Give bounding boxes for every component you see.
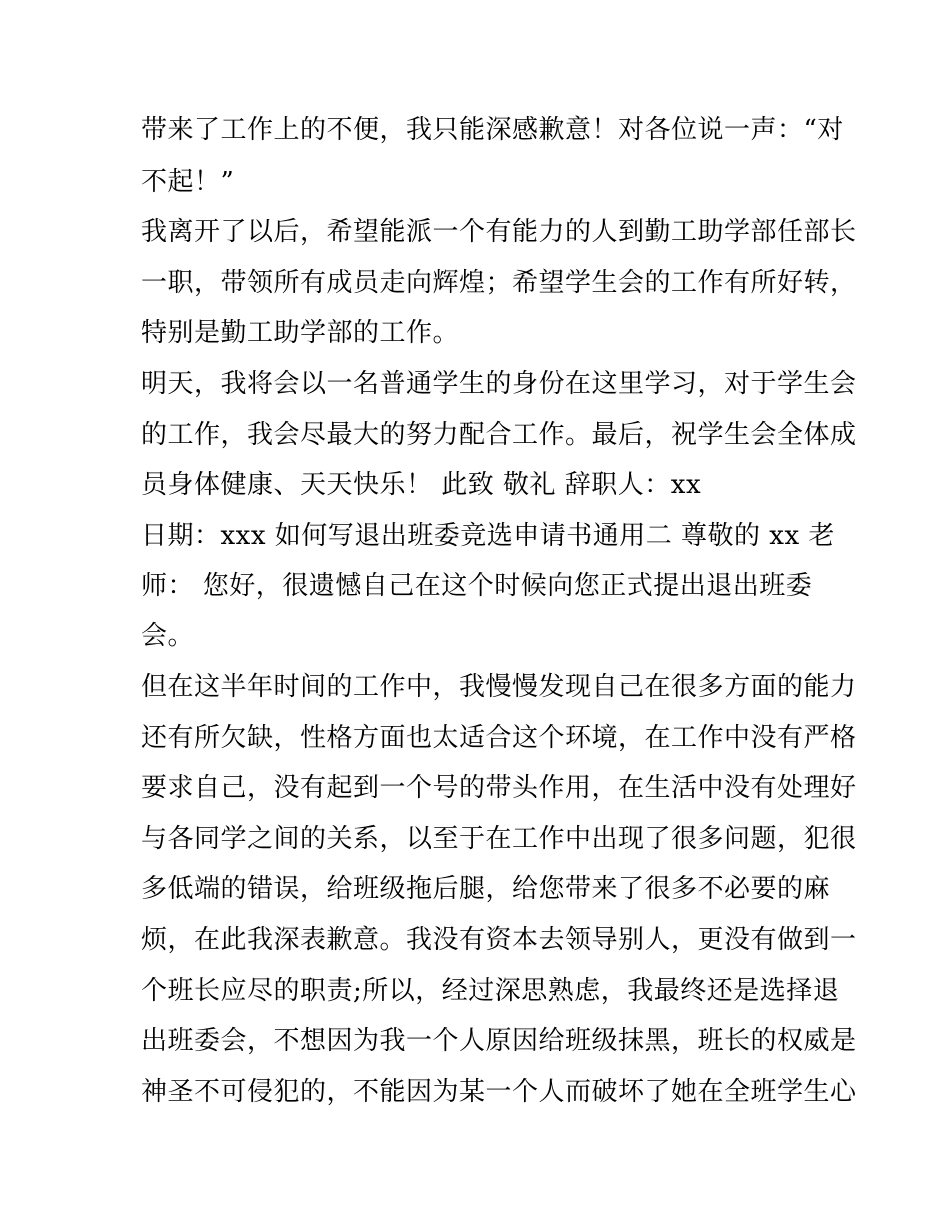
text-line: 但在这半年时间的工作中，我慢慢发现自己在很多方面的能力	[141, 672, 857, 702]
text-line: 我离开了以后，希望能派一个有能力的人到勤工助学部任部长	[141, 217, 857, 247]
text-line: 个班长应尽的职责;所以，经过深思熟虑，我最终还是选择退	[141, 976, 840, 1006]
text-line: 要求自己，没有起到一个号的带头作用，在生活中没有处理好	[141, 773, 857, 803]
text-line: 带来了工作上的不便，我只能深感歉意！对各位说一声：“对	[141, 115, 844, 145]
text-line: 会。	[141, 621, 195, 651]
text-line: 不起！”	[141, 167, 235, 197]
text-line: 多低端的错误，给班级拖后腿，给您带来了很多不必要的麻	[141, 874, 831, 904]
text-line: 与各同学之间的关系，以至于在工作中出现了很多问题，犯很	[141, 824, 857, 854]
text-line: 出班委会，不想因为我一个人原因给班级抹黑，班长的权威是	[141, 1026, 857, 1056]
text-line: 神圣不可侵犯的，不能因为某一个人而破坏了她在全班学生心	[141, 1077, 857, 1107]
text-line: 明天，我将会以一名普通学生的身份在这里学习，对于学生会	[141, 369, 857, 399]
text-line: 日期：xxx 如何写退出班委竞选申请书通用二 尊敬的 xx 老	[141, 521, 835, 551]
text-line: 员身体健康、天天快乐！ 此致 敬礼 辞职人：xx	[141, 470, 702, 500]
text-line: 的工作，我会尽最大的努力配合工作。最后，祝学生会全体成	[141, 420, 857, 450]
text-line: 一职，带领所有成员走向辉煌；希望学生会的工作有所好转，	[141, 268, 857, 298]
text-line: 还有所欠缺，性格方面也太适合这个环境，在工作中没有严格	[141, 723, 857, 753]
text-line: 师： 您好，很遗憾自己在这个时候向您正式提出退出班委	[141, 571, 813, 601]
text-line: 特别是勤工助学部的工作。	[141, 318, 460, 348]
text-line: 烦，在此我深表歉意。我没有资本去领导别人，更没有做到一	[141, 925, 857, 955]
